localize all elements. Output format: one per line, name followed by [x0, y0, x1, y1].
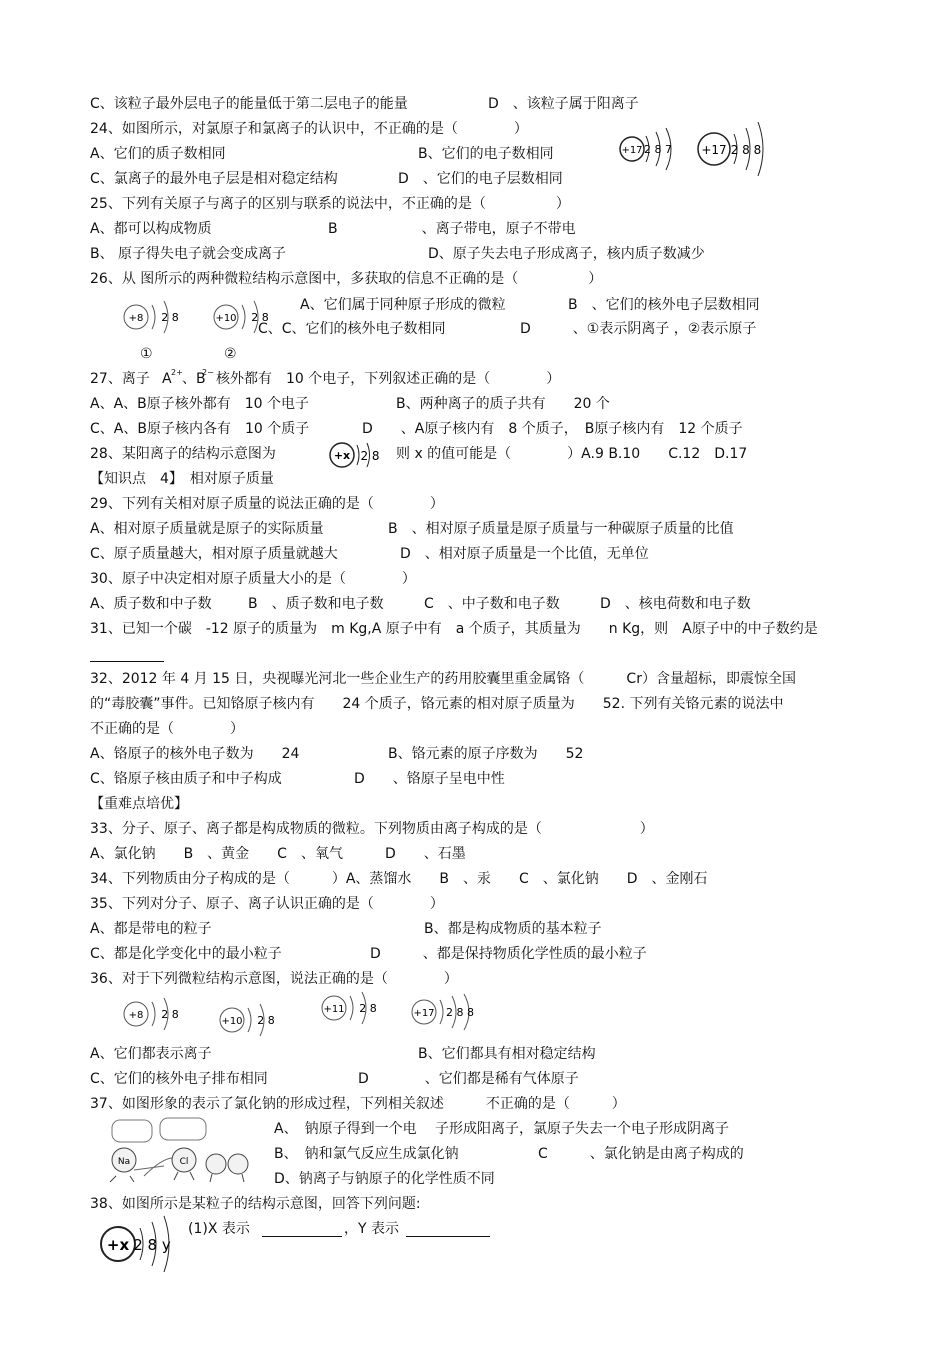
shell-label: 2 8 — [359, 1002, 377, 1015]
q38-stem: 38、如图所示是某粒子的结构示意图，回答下列问题: — [90, 1196, 421, 1212]
diagram-36-1 — [118, 994, 188, 1034]
diagram-36-2 — [214, 1000, 284, 1040]
nucleus-label: +17 — [701, 143, 727, 157]
q35-option-c: C、都是化学变化中的最小粒子 — [90, 946, 282, 962]
q26-option-c: C、C、它们的核外电子数相同 — [258, 321, 446, 337]
sodium-label: Na — [117, 1157, 131, 1167]
nucleus-label: +17 — [413, 1008, 435, 1019]
nucleus-label: +10 — [215, 313, 237, 324]
q30-option-a: A、质子数和中子数 — [90, 596, 212, 612]
q32-option-d: D 、铬原子呈电中性 — [354, 771, 505, 787]
q29-option-a: A、相对原子质量就是原子的实际质量 — [90, 521, 324, 537]
q28-answer: 则 x 的值可能是（ ）A.9 B.10 C.12 D.17 — [396, 446, 748, 462]
q35-option-d: D 、都是保持物质化学性质的最小粒子 — [370, 946, 647, 962]
q27-charge-b: 2− — [202, 368, 214, 377]
diagram-36-4 — [406, 992, 488, 1032]
shell-label: 2 8 8 — [446, 1006, 474, 1019]
q27-stem: 核外都有 10 个电子，下列叙述正确的是（ ） — [216, 371, 561, 387]
q34-stem: 34、下列物质由分子构成的是（ ）A、蒸馏水 B 、汞 C 、氯化钠 D 、金刚石 — [90, 871, 708, 887]
q27-ion-b: 、B — [182, 371, 206, 387]
nucleus-label: +8 — [128, 313, 144, 324]
diagram-label-2: ② — [224, 346, 237, 362]
q29-option-d: D 、相对原子质量是一个比值，无单位 — [400, 546, 649, 562]
q38-y-blank[interactable] — [406, 1235, 490, 1237]
q24-option-a: A、它们的质子数相同 — [90, 146, 226, 162]
knowledge-point-4-title: 【知识点 4】 相对原子质量 — [90, 471, 274, 487]
q37-option-c: C 、氯化钠是由离子构成的 — [538, 1146, 744, 1162]
q37-option-d: D、钠离子与钠原子的化学性质不同 — [274, 1171, 495, 1187]
q26-option-a: A、它们属于同种原子形成的微粒 — [300, 297, 506, 313]
diagram-36-3 — [316, 988, 386, 1028]
shell-label: 2 8 — [161, 1008, 179, 1021]
q27-option-c: C、A、B原子核内各有 10 个质子 — [90, 421, 310, 437]
diagram-26-1 — [118, 296, 184, 338]
q32-stem-2: 的“毒胶囊”事件。已知铬原子核内有 24 个质子，铬元素的相对原子质量为 52. 下列有关铬元素的说法中 — [90, 696, 784, 712]
q25-option-a: A、都可以构成物质 — [90, 221, 212, 237]
q27-option-b: B、两种离子的质子共有 20 个 — [396, 396, 610, 412]
q24-option-d: D 、它们的电子层数相同 — [398, 171, 563, 187]
q25-option-c: B、 原子得失电子就会变成离子 — [90, 246, 287, 262]
q36-stem: 36、对于下列微粒结构示意图，说法正确的是（ ） — [90, 971, 458, 987]
q35-stem: 35、下列对分子、原子、离子认识正确的是（ ） — [90, 896, 444, 912]
q32-option-c: C、铬原子核由质子和中子构成 — [90, 771, 282, 787]
q35-option-b: B、都是构成物质的基本粒子 — [424, 921, 602, 937]
nucleus-label: +11 — [323, 1004, 345, 1015]
q32-option-b: B、铬元素的原子序数为 52 — [388, 746, 584, 762]
nucleus-label: +8 — [128, 1010, 144, 1021]
shell-label: 2 8 — [360, 449, 380, 463]
nucleus-label: +x — [333, 449, 351, 462]
q28-stem: 28、某阳离子的结构示意图为 — [90, 446, 276, 462]
shell-label: 2 8 y — [133, 1236, 171, 1254]
nucleus-label: +17 — [621, 145, 643, 156]
shell-label: 2 8 — [251, 311, 269, 324]
q29-option-c: C、原子质量越大，相对原子质量就越大 — [90, 546, 338, 562]
sodium-chloride-formation-cartoon — [104, 1116, 270, 1184]
q25-option-d: D、原子失去电子形成离子，核内质子数减少 — [428, 246, 705, 262]
q37-option-b: B、 钠和氯气反应生成氯化钠 — [274, 1146, 459, 1162]
q26-option-d: D 、①表示阴离子 ，②表示原子 — [520, 321, 757, 337]
nucleus-label: +x — [106, 1236, 130, 1254]
q27-ion-a: A — [162, 371, 172, 387]
q38-x-blank[interactable] — [262, 1235, 342, 1237]
q36-option-a: A、它们都表示离子 — [90, 1046, 212, 1062]
q36-option-c: C、它们的核外电子排布相同 — [90, 1071, 268, 1087]
q35-option-a: A、都是带电的粒子 — [90, 921, 212, 937]
q30-stem: 30、原子中决定相对原子质量大小的是（ ） — [90, 571, 416, 587]
q29-option-b: B 、相对原子质量是原子质量与一种碳原子质量的比值 — [388, 521, 734, 537]
section-heading-title: 【重难点培优】 — [90, 796, 188, 812]
q33-options: A、氯化钠 B 、黄金 C 、氧气 D 、石墨 — [90, 846, 466, 862]
diagram-38 — [96, 1214, 180, 1274]
diagram-label-1: ① — [140, 346, 153, 362]
question-24-stem: 24、如图所示，对氯原子和氯离子的认识中，不正确的是（ ） — [90, 121, 528, 137]
shell-label: 2 8 8 — [730, 143, 762, 157]
q38-x-label: (1)X 表示 — [188, 1221, 250, 1237]
q27-option-a: A、A、B原子核外都有 10 个电子 — [90, 396, 310, 412]
q37-option-a: A、 钠原子得到一个电 子形成阳离子，氯原子失去一个电子形成阴离子 — [274, 1121, 730, 1137]
diagram-28 — [326, 440, 388, 470]
q24-option-b: B、它们的电子数相同 — [418, 146, 554, 162]
q30-option-c: C 、中子数和电子数 — [424, 596, 560, 612]
q29-stem: 29、下列有关相对原子质量的说法正确的是（ ） — [90, 496, 444, 512]
q31-answer-blank — [90, 660, 164, 662]
q36-option-b: B、它们都具有相对稳定结构 — [418, 1046, 596, 1062]
q38-y-label: ，Y 表示 — [344, 1221, 400, 1237]
q32-stem-1: 32、2012 年 4 月 15 日，央视曝光河北一些企业生产的药用胶囊里重金属铬（ Cr）含量超标，即震惊全国 — [90, 671, 796, 687]
option-d: D 、该粒子属于阳离子 — [488, 96, 639, 112]
q32-stem-3: 不正确的是（ ） — [90, 721, 244, 737]
q30-option-d: D 、核电荷数和电子数 — [600, 596, 751, 612]
q25-option-b: B 、离子带电，原子不带电 — [328, 221, 576, 237]
q36-option-d: D 、它们都是稀有气体原子 — [358, 1071, 579, 1087]
q30-option-b: B 、质子数和电子数 — [248, 596, 384, 612]
q37-stem: 37、如图形象的表示了氯化钠的形成过程，下列相关叙述 不正确的是（ ） — [90, 1096, 626, 1112]
q24-option-c: C、氯离子的最外电子层是相对稳定结构 — [90, 171, 338, 187]
q33-stem: 33、分子、原子、离子都是构成物质的微粒。下列物质由离子构成的是（ ） — [90, 821, 654, 837]
q32-option-a: A、铬原子的核外电子数为 24 — [90, 746, 300, 762]
chlorine-atom-diagram — [616, 122, 686, 176]
chloride-ion-diagram — [694, 118, 774, 180]
nucleus-label: +10 — [221, 1016, 243, 1027]
q27-option-d: D 、A原子核内有 8 个质子， B原子核内有 12 个质子 — [362, 421, 743, 437]
shell-label: 2 8 7 — [644, 143, 672, 156]
option-c: C、该粒子最外层电子的能量低于第二层电子的能量 — [90, 96, 408, 112]
chlorine-label: Cl — [179, 1157, 189, 1167]
shell-label: 2 8 — [257, 1014, 275, 1027]
q31-stem: 31、已知一个碳 -12 原子的质量为 m Kg,A 原子中有 a 个质子，其质量为 n Kg，则 A原子中的中子数约是 — [90, 621, 818, 637]
q27-charge-a: 2+ — [171, 368, 183, 377]
q27-prefix: 27、离子 — [90, 371, 150, 387]
question-26-stem: 26、从 图所示的两种微粒结构示意图中，多获取的信息不正确的是（ ） — [90, 271, 603, 287]
question-25-stem: 25、下列有关原子与离子的区别与联系的说法中，不正确的是（ ） — [90, 196, 570, 212]
shell-label: 2 8 — [161, 311, 179, 324]
q26-option-b: B 、它们的核外电子层数相同 — [568, 297, 760, 313]
